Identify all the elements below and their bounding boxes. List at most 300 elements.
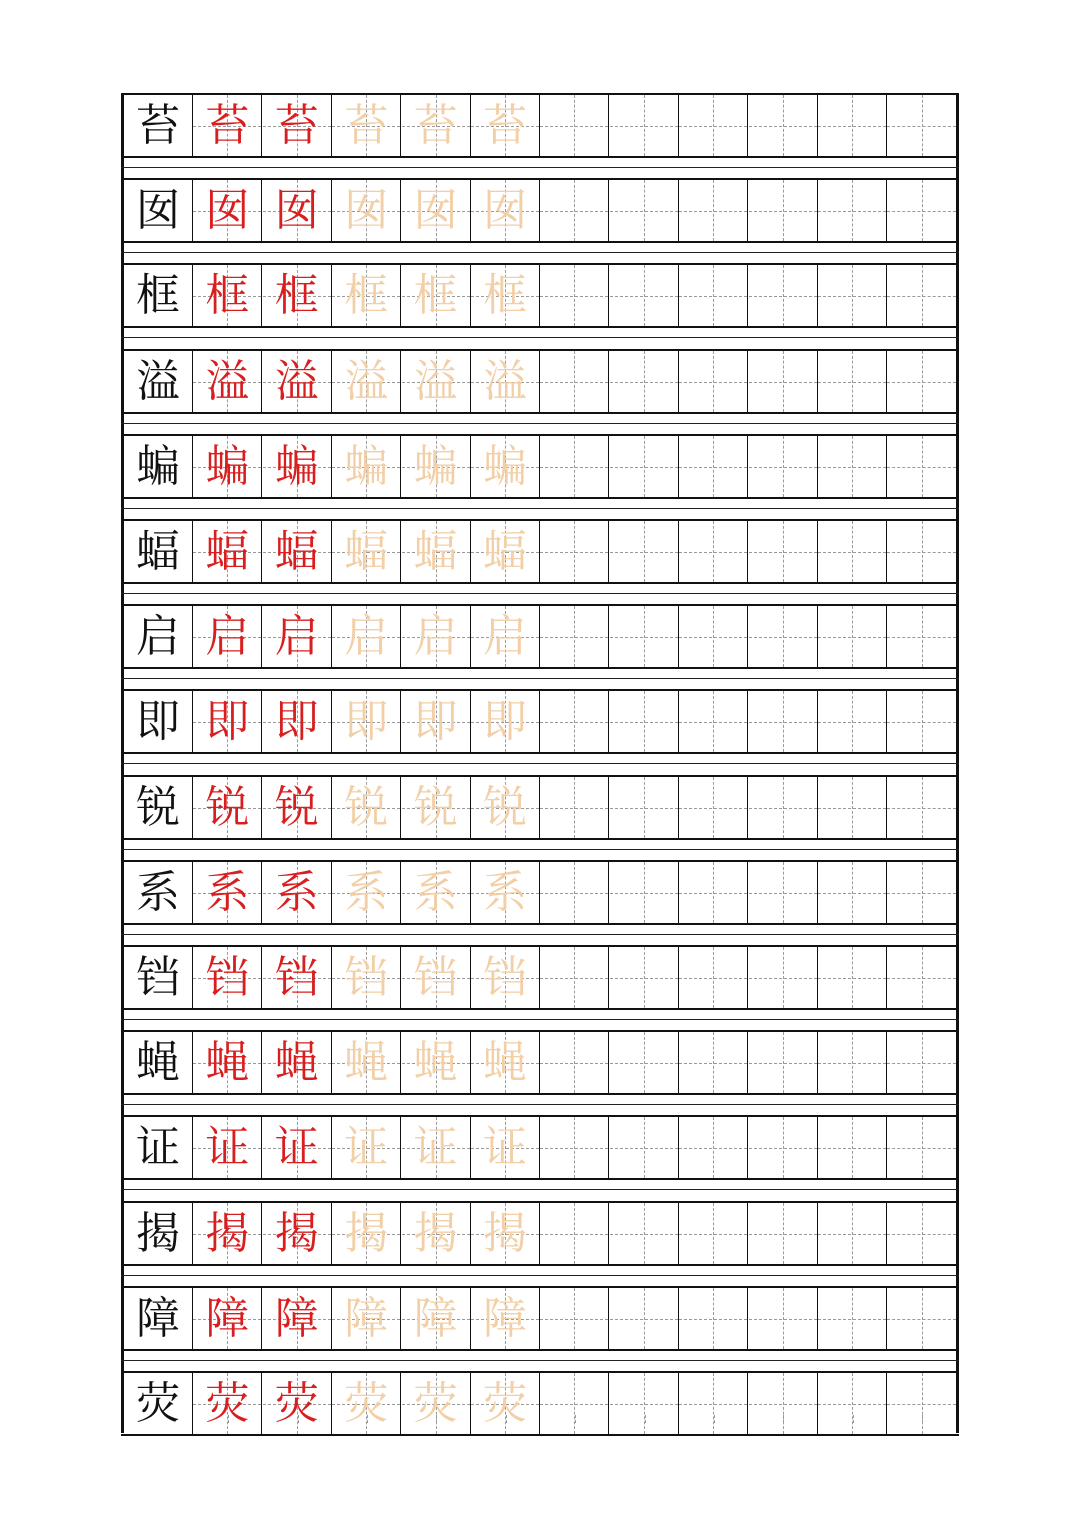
trace-character: 启 [413,611,458,662]
grid-cell-trace [332,521,401,582]
grid-cell-blank[interactable] [887,1203,956,1264]
grid-cell-trace [471,862,540,923]
guide-line-vertical [574,691,575,752]
grid-cell-blank[interactable] [887,947,956,1008]
grid-cell-blank[interactable] [818,265,887,326]
model-character: 溢 [136,356,180,407]
grid-cell-blank[interactable] [679,180,748,241]
grid-cell-blank[interactable] [887,521,956,582]
grid-cell-blank[interactable] [887,777,956,838]
row-bottom-line [121,667,959,669]
grid-cell-blank[interactable] [679,265,748,326]
tail-guide-dash [228,1415,229,1423]
guide-line-vertical [783,521,784,582]
grid-cell-blank[interactable] [540,265,609,326]
row-gap-line [121,1019,959,1020]
trace-character: 障 [344,1293,389,1344]
grid-cell-model [124,606,193,667]
example-character: 苔 [205,100,250,151]
example-character: 系 [205,867,250,918]
trace-character: 囡 [413,185,458,236]
practice-sheet [121,93,959,1433]
example-character: 框 [205,270,250,321]
guide-line-vertical [922,1032,923,1093]
grid-cell-example [263,180,332,241]
guide-line-vertical [644,95,645,156]
grid-cell-blank[interactable] [540,521,609,582]
guide-line-vertical [852,1117,853,1178]
trace-character: 苔 [483,100,527,151]
practice-row [121,860,959,925]
grid-cell-blank[interactable] [818,351,887,412]
row-gap-line [121,593,959,594]
grid-cell-blank[interactable] [887,180,956,241]
trace-character: 苔 [413,100,458,151]
model-character: 启 [136,611,180,662]
grid-cell-trace [471,1203,540,1264]
grid-cell-blank[interactable] [749,95,818,156]
grid-cell-blank[interactable] [749,436,818,497]
row-bottom-line [121,1434,959,1436]
guide-line-vertical [574,606,575,667]
grid-cell-blank[interactable] [749,1032,818,1093]
guide-line-vertical [852,1203,853,1264]
grid-cell-blank[interactable] [887,265,956,326]
grid-cell-blank[interactable] [540,436,609,497]
model-character: 蝠 [136,526,180,577]
model-character: 即 [136,696,180,747]
grid-cell-example [263,777,332,838]
model-character: 揭 [136,1208,180,1259]
grid-cell-blank[interactable] [540,691,609,752]
grid-cell-blank[interactable] [610,691,679,752]
trace-character: 系 [344,867,389,918]
grid-cell-blank[interactable] [749,691,818,752]
grid-cell-blank[interactable] [610,777,679,838]
example-character: 铛 [274,952,319,1003]
grid-cell-blank[interactable] [749,862,818,923]
guide-line-vertical [852,95,853,156]
row-bottom-line [121,582,959,584]
practice-row [121,1201,959,1266]
model-character: 铛 [136,952,180,1003]
grid-cell-blank[interactable] [610,606,679,667]
grid-cell-trace [471,436,540,497]
trace-character: 框 [413,270,458,321]
guide-line-vertical [644,691,645,752]
grid-cell-model [124,436,193,497]
grid-cell-trace [402,1288,471,1349]
grid-cell-example [193,606,262,667]
grid-cell-blank[interactable] [818,521,887,582]
grid-cell-blank[interactable] [749,521,818,582]
grid-cell-model [124,1203,193,1264]
grid-cell-blank[interactable] [540,1203,609,1264]
trace-character: 障 [413,1293,458,1344]
grid-cell-blank[interactable] [610,95,679,156]
grid-cell-example [263,1288,332,1349]
guide-line-vertical [713,95,714,156]
model-character: 障 [136,1293,180,1344]
grid-cell-trace [471,521,540,582]
model-character: 蝇 [136,1037,180,1088]
guide-line-vertical [713,862,714,923]
guide-line-vertical [574,351,575,412]
trace-character: 框 [344,270,389,321]
grid-cell-blank[interactable] [610,1117,679,1178]
grid-cell-blank[interactable] [540,606,609,667]
grid-cell-example [193,1032,262,1093]
row-bottom-line [121,752,959,754]
model-character: 框 [136,270,180,321]
guide-line-vertical [922,862,923,923]
guide-line-vertical [574,1288,575,1349]
grid-cell-trace [402,691,471,752]
guide-line-vertical [644,351,645,412]
grid-cell-trace [402,351,471,412]
trace-character: 系 [483,867,527,918]
example-character: 囡 [274,185,319,236]
example-character: 荧 [205,1378,250,1429]
grid-cell-blank[interactable] [887,351,956,412]
example-character: 铛 [205,952,250,1003]
example-character: 蝠 [205,526,250,577]
guide-line-vertical [713,1288,714,1349]
row-bottom-line [121,1264,959,1266]
guide-line-vertical [644,1288,645,1349]
grid-cell-blank[interactable] [679,95,748,156]
grid-cell-trace [332,180,401,241]
grid-cell-example [193,436,262,497]
trace-character: 溢 [413,356,458,407]
guide-line-vertical [922,351,923,412]
grid-cell-blank[interactable] [749,947,818,1008]
grid-cell-example [193,862,262,923]
grid-cell-trace [471,691,540,752]
trace-character: 锐 [413,782,458,833]
grid-cell-trace [402,436,471,497]
guide-line-vertical [644,1032,645,1093]
grid-cell-blank[interactable] [679,947,748,1008]
grid-cell-model [124,1288,193,1349]
guide-line-vertical [783,1117,784,1178]
grid-cell-example [263,1032,332,1093]
grid-cell-blank[interactable] [887,1117,956,1178]
grid-cell-blank[interactable] [887,862,956,923]
grid-cell-blank[interactable] [818,1117,887,1178]
guide-line-vertical [713,1117,714,1178]
grid-cell-example [193,1203,262,1264]
grid-cell-blank[interactable] [679,777,748,838]
trace-character: 囡 [483,185,527,236]
grid-cell-model [124,95,193,156]
row-bottom-line [121,1178,959,1180]
row-gap-line [121,337,959,338]
grid-cell-trace [471,947,540,1008]
trace-character: 溢 [344,356,389,407]
practice-row [121,945,959,1010]
guide-line-vertical [713,180,714,241]
practice-row [121,1115,959,1180]
example-character: 启 [205,611,250,662]
grid-cell-blank[interactable] [679,521,748,582]
example-character: 系 [274,867,319,918]
grid-cell-blank[interactable] [679,351,748,412]
grid-cell-example [193,180,262,241]
grid-cell-trace [332,606,401,667]
grid-cell-blank[interactable] [540,1117,609,1178]
example-character: 苔 [274,100,319,151]
trace-character: 蝙 [344,441,389,492]
grid-cell-blank[interactable] [818,777,887,838]
guide-line-vertical [852,777,853,838]
trace-character: 揭 [344,1208,389,1259]
model-character: 证 [136,1122,180,1173]
grid-cell-trace [332,1288,401,1349]
grid-cell-example [263,265,332,326]
guide-line-vertical [574,1203,575,1264]
grid-cell-trace [332,691,401,752]
grid-cell-model [124,777,193,838]
trace-character: 蝇 [344,1037,389,1088]
grid-cell-trace [332,351,401,412]
guide-line-vertical [922,606,923,667]
grid-cell-blank[interactable] [887,691,956,752]
guide-line-vertical [574,521,575,582]
example-character: 即 [274,696,319,747]
grid-cell-model [124,521,193,582]
grid-cell-example [263,947,332,1008]
trace-character: 障 [483,1293,527,1344]
trace-character: 蝙 [413,441,458,492]
guide-line-vertical [574,436,575,497]
grid-cell-blank[interactable] [610,862,679,923]
practice-row [121,178,959,243]
model-character: 囡 [136,185,180,236]
grid-cell-model [124,862,193,923]
grid-cell-blank[interactable] [749,1288,818,1349]
grid-cell-blank[interactable] [818,606,887,667]
trace-character: 揭 [483,1208,527,1259]
row-gap-line [121,1189,959,1190]
row-bottom-line [121,1349,959,1351]
trace-character: 蝇 [413,1037,458,1088]
grid-cell-blank[interactable] [679,606,748,667]
grid-cell-blank[interactable] [818,436,887,497]
grid-cell-example [263,436,332,497]
row-bottom-line [121,1008,959,1010]
guide-line-vertical [852,1288,853,1349]
guide-line-vertical [713,606,714,667]
example-character: 即 [205,696,250,747]
grid-cell-blank[interactable] [887,436,956,497]
grid-cell-trace [402,265,471,326]
guide-line-vertical [783,1288,784,1349]
example-character: 启 [274,611,319,662]
guide-line-vertical [644,777,645,838]
trace-character: 即 [344,696,389,747]
grid-cell-blank[interactable] [540,1288,609,1349]
guide-line-vertical [783,1203,784,1264]
practice-row [121,1286,959,1351]
example-character: 荧 [274,1378,319,1429]
example-character: 蝇 [274,1037,319,1088]
grid-cell-trace [471,1117,540,1178]
grid-cell-blank[interactable] [610,1032,679,1093]
grid-cell-trace [402,1117,471,1178]
grid-cell-blank[interactable] [818,180,887,241]
trace-character: 证 [344,1122,389,1173]
row-bottom-line [121,156,959,158]
grid-cell-example [263,351,332,412]
grid-cell-blank[interactable] [887,1288,956,1349]
row-bottom-line [121,838,959,840]
guide-line-vertical [574,1117,575,1178]
practice-row [121,263,959,328]
grid-cell-blank[interactable] [818,1203,887,1264]
grid-cell-trace [471,180,540,241]
grid-cell-blank[interactable] [610,436,679,497]
guide-line-vertical [922,180,923,241]
example-character: 障 [274,1293,319,1344]
grid-cell-model [124,1117,193,1178]
grid-cell-blank[interactable] [887,1032,956,1093]
guide-line-vertical [922,947,923,1008]
grid-cell-trace [332,95,401,156]
grid-cell-example [263,95,332,156]
grid-cell-blank[interactable] [749,265,818,326]
grid-cell-trace [402,862,471,923]
guide-line-vertical [922,265,923,326]
model-character: 系 [136,867,180,918]
grid-cell-blank[interactable] [540,351,609,412]
grid-cell-blank[interactable] [818,1288,887,1349]
grid-cell-model [124,265,193,326]
grid-cell-blank[interactable] [540,777,609,838]
guide-line-vertical [852,265,853,326]
grid-cell-blank[interactable] [749,180,818,241]
guide-line-vertical [783,777,784,838]
grid-cell-blank[interactable] [679,691,748,752]
grid-cell-blank[interactable] [540,1032,609,1093]
grid-cell-blank[interactable] [610,521,679,582]
example-character: 锐 [274,782,319,833]
grid-cell-blank[interactable] [540,180,609,241]
grid-cell-blank[interactable] [818,947,887,1008]
grid-cell-blank[interactable] [887,606,956,667]
trace-character: 启 [483,611,527,662]
grid-cell-blank[interactable] [610,351,679,412]
grid-cell-trace [471,265,540,326]
grid-cell-blank[interactable] [679,436,748,497]
tail-guide-dash [783,1415,784,1423]
grid-cell-blank[interactable] [610,1288,679,1349]
grid-cell-example [193,1288,262,1349]
grid-cell-trace [471,1288,540,1349]
grid-cell-blank[interactable] [610,180,679,241]
grid-cell-blank[interactable] [610,1203,679,1264]
grid-cell-blank[interactable] [887,95,956,156]
grid-cell-blank[interactable] [679,1203,748,1264]
grid-cell-blank[interactable] [749,1117,818,1178]
grid-cell-blank[interactable] [679,862,748,923]
trace-character: 锐 [344,782,389,833]
example-character: 溢 [205,356,250,407]
grid-cell-trace [332,265,401,326]
tail-guide-dash [714,1415,715,1423]
grid-cell-blank[interactable] [540,95,609,156]
sheet-tail [121,1413,959,1433]
trace-character: 荧 [413,1378,458,1429]
grid-cell-blank[interactable] [749,351,818,412]
guide-line-vertical [574,1032,575,1093]
guide-line-vertical [922,95,923,156]
guide-line-vertical [922,1203,923,1264]
trace-character: 揭 [413,1208,458,1259]
grid-cell-trace [332,947,401,1008]
trace-character: 蝙 [483,441,527,492]
grid-cell-blank[interactable] [610,265,679,326]
row-gap-line [121,934,959,935]
guide-line-vertical [852,947,853,1008]
guide-line-vertical [713,1032,714,1093]
grid-cell-blank[interactable] [749,777,818,838]
grid-cell-blank[interactable] [818,691,887,752]
practice-row [121,93,959,158]
guide-line-vertical [922,1117,923,1178]
grid-cell-model [124,947,193,1008]
grid-cell-trace [332,1032,401,1093]
example-character: 障 [205,1293,250,1344]
grid-cell-blank[interactable] [540,862,609,923]
trace-character: 蝠 [483,526,527,577]
grid-cell-trace [402,777,471,838]
guide-line-vertical [713,1203,714,1264]
grid-cell-blank[interactable] [818,95,887,156]
guide-line-vertical [644,1203,645,1264]
row-gap-line [121,849,959,850]
guide-line-vertical [783,606,784,667]
trace-character: 即 [483,696,527,747]
grid-cell-blank[interactable] [610,947,679,1008]
grid-cell-blank[interactable] [679,1288,748,1349]
grid-cell-blank[interactable] [749,1203,818,1264]
trace-character: 囡 [344,185,389,236]
model-character: 锐 [136,782,180,833]
grid-cell-blank[interactable] [679,1032,748,1093]
guide-line-vertical [922,436,923,497]
guide-line-vertical [644,947,645,1008]
guide-line-vertical [574,265,575,326]
grid-cell-blank[interactable] [818,1032,887,1093]
model-character: 苔 [136,100,180,151]
grid-cell-trace [332,862,401,923]
grid-cell-blank[interactable] [749,606,818,667]
grid-cell-blank[interactable] [679,1117,748,1178]
grid-cell-trace [471,777,540,838]
grid-cell-trace [402,95,471,156]
grid-cell-blank[interactable] [818,862,887,923]
grid-cell-trace [402,180,471,241]
row-gap-line [121,423,959,424]
example-character: 蝙 [205,441,250,492]
trace-character: 即 [413,696,458,747]
tail-guide-dash [506,1415,507,1423]
grid-cell-example [263,1203,332,1264]
grid-cell-blank[interactable] [540,947,609,1008]
row-bottom-line [121,326,959,328]
guide-line-vertical [644,521,645,582]
